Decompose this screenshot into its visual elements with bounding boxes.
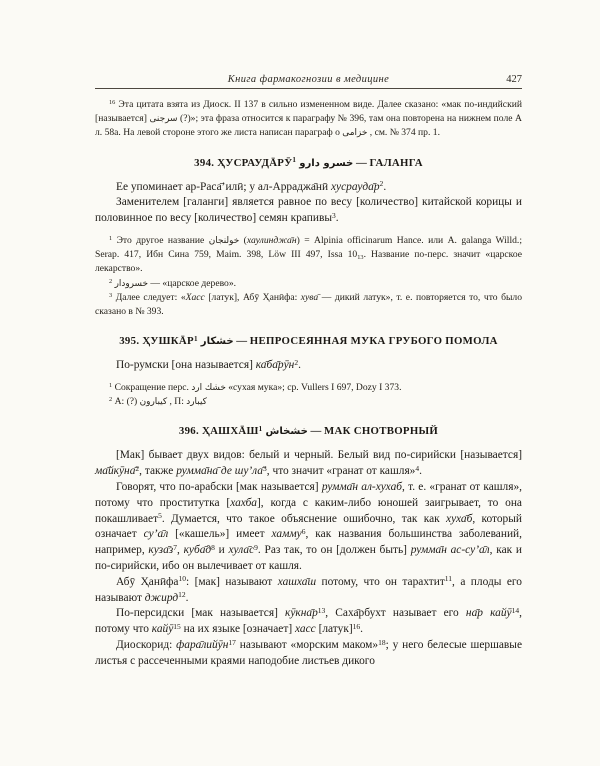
section-394-footnotes <box>95 234 522 319</box>
page-number: 427 <box>506 74 522 85</box>
section-394-footnote-1: $^1$ Это другое название خولنجان (хаулинджа̄н) = Alpinia officinarum Hance. или A. galanga Willd.; Serap. 417, Ибн Сина 759, Maim. 398, Löw III 497, Issa $10_{13}$. Название по-перс. значит «царское лекарство». <box>95 235 522 275</box>
header-rule <box>95 88 522 89</box>
section-396-paragraph-5: Диоскорид: фара̄лийӯн$^{17}$ называют «морским маком»$^{18}$; у него белесые шершавые листья с рассеченными краями наподобие листьев дикого <box>95 637 522 667</box>
footnote-16-carryover: $^{16}$ Эта цитата взята из Диоск. II 137 в сильно измененном виде. Далее сказано: «мак по-индийский [называется] سرجنى (?)»; эта фраза относится к параграфу № 396, там она повторена на нижнем поле А л. 58а. На левой стороне этого же листа написан параграф о خزامى , см. № 374 пр. 1. <box>95 99 522 139</box>
running-head <box>95 74 522 85</box>
section-394-footnote-3: $^3$ Далее следует: «Хасс [латук], Абӯ Ҳанӣфа: хува̄ — дикий латук», т. е. повторяется то, что было сказано в № 393. <box>95 291 523 318</box>
section-396-paragraph-4: По-персидски [мак называется] $кӯкна̄р^{13}$, Саха̄рбухт называет его на̄р кайӯ$^{14}$, потому что кайӯ$^{15}$ на их языке [означает] хасс [латук]$^{16}$. <box>95 606 522 636</box>
section-394-paragraph-2: Заменителем [галанги] является равное по весу [количество] китайской корицы и половинное по весу [количество] семян крапивы$^3$. <box>95 196 522 225</box>
section-394-heading: 394. ҲУСРАУДĀРӮ$^1$ خسرو دارو — ГАЛАНГА <box>194 156 423 169</box>
section-396-heading: 396. ҲАШХĀШ$^1$ خشخاش — МАК СНОТВОРНЫЙ <box>178 425 439 438</box>
section-395-footnote-2: $^2$ А: (?) كيبارون , П: كيبارد <box>109 396 207 408</box>
section-395-heading: 395. ҲУШКĀР$^1$ خشكار — НЕПРОСЕЯННАЯ МУКА ГРУБОГО ПОМОЛА <box>119 335 498 348</box>
section-395-footnotes <box>95 381 522 409</box>
running-head-title: Книга фармакогнозии в медицине <box>227 74 390 85</box>
section-395-footnote-1: $^1$ Сокращение перс. خشك ارد «сухая мука»; ср. Vullers I 697, Dozy I 373. <box>109 382 402 394</box>
section-396-paragraph-2: Говорят, что по-арабски [мак называется] румма̄н ал-хухаб, т. е. «гранат от кашля», потому что проститутка [хахба], когда с каким-либо юношей заигрывает, то она покашливает$^5$. Думается, что такое объяснение ошибочно, так как хуха̄б, который означает су’а̄л [«кашель»] имеет хамму$^6$, как названия большинства заболеваний, например, $куза̄з^7$, $куба̄д^8$ и $хула̄с^9$. Раз так, то он [должен быть] румма̄н ас-су’а̄л, как и по-сирийски, ибо он вылечивает от кашля. <box>95 481 522 572</box>
section-394-paragraph-1: Ее упоминает ар-Раса̄’илӣ; у ал-Арраджа̄нӣ $хусрауда̄р^2$. <box>116 179 387 193</box>
section-396-paragraph-1: [Мак] бывает двух видов: белый и черный. Белый вид по-сирийски [называется] ма̄йкӯна̄$^2$, также румма̄на̄ де шу’ла̄$^3$, что значит «гранат от кашля»$^4$. <box>95 449 522 478</box>
section-395-paragraph-1: По-румски [она называется] ка̄ба̄рӯн$^2$. <box>116 357 301 372</box>
section-394-footnote-2: $^2$ خسرودار — «царское дерево». <box>109 277 237 289</box>
section-396-paragraph-3: Абӯ Ҳанӣфа$^{10}$: [мак] называют хашха̄ш потому, что он тарахтит$^{11}$, а плоды его называют джирд$^{12}$. <box>95 574 522 604</box>
